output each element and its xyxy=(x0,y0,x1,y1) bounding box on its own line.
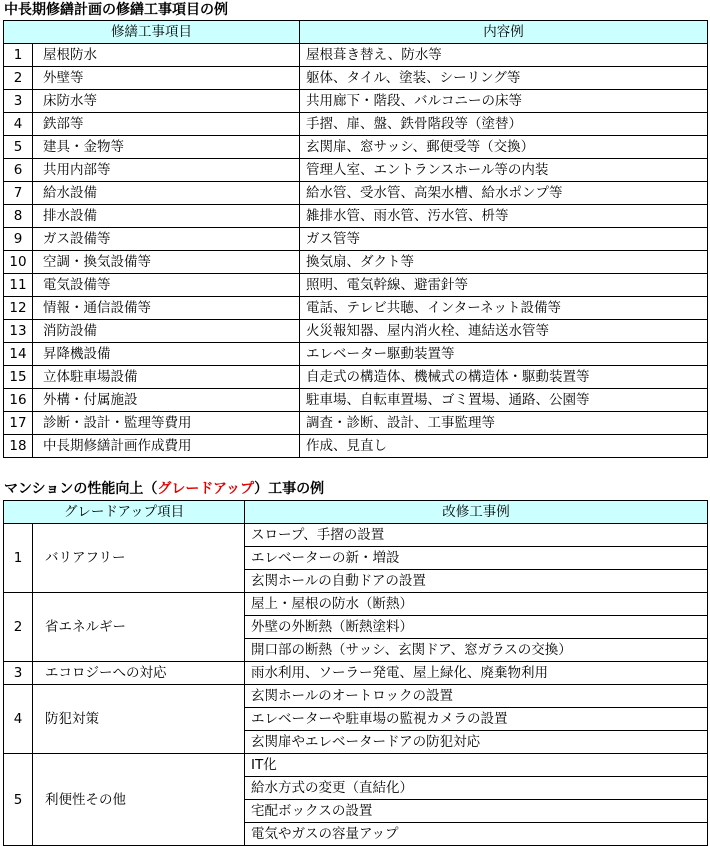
row-number: 18 xyxy=(4,435,33,458)
table-row xyxy=(4,343,708,366)
renovation-example: 宅配ボックスの設置 xyxy=(245,800,708,823)
content-example: 躯体、タイル、塗装、シーリング等 xyxy=(300,67,708,90)
table-row xyxy=(4,113,708,136)
renovation-example: 外壁の外断熱（断熱塗料） xyxy=(245,616,708,639)
table-row xyxy=(4,90,708,113)
content-example: 屋根葺き替え、防水等 xyxy=(300,44,708,67)
row-number: 13 xyxy=(4,320,33,343)
row-number: 6 xyxy=(4,159,33,182)
content-example: 調査・診断、設計、工事監理等 xyxy=(300,412,708,435)
table-row xyxy=(4,754,708,777)
content-example: 玄関扉、窓サッシ、郵便受等（交換） xyxy=(300,136,708,159)
row-number: 11 xyxy=(4,274,33,297)
content-example: 作成、見直し xyxy=(300,435,708,458)
row-number: 12 xyxy=(4,297,33,320)
row-number: 10 xyxy=(4,251,33,274)
grade-up-item: エコロジーへの対応 xyxy=(33,662,245,685)
table-row xyxy=(4,320,708,343)
renovation-example: スロープ、手摺の設置 xyxy=(245,524,708,547)
table-row xyxy=(4,389,708,412)
repair-item: 立体駐車場設備 xyxy=(33,366,300,389)
table2-title-prefix: マンションの性能向上（ xyxy=(4,481,158,497)
table-row xyxy=(4,662,708,685)
content-example: 共用廊下・階段、バルコニーの床等 xyxy=(300,90,708,113)
row-number: 4 xyxy=(4,113,33,136)
grade-up-item: 省エネルギー xyxy=(33,593,245,662)
table-row xyxy=(4,205,708,228)
row-number: 8 xyxy=(4,205,33,228)
group-number: 1 xyxy=(4,524,33,593)
table-row xyxy=(4,159,708,182)
table-row xyxy=(4,435,708,458)
header-repair-item: 修繕工事項目 xyxy=(4,21,300,44)
row-number: 16 xyxy=(4,389,33,412)
renovation-example: 屋上・屋根の防水（断熱） xyxy=(245,593,708,616)
row-number: 5 xyxy=(4,136,33,159)
repair-items-table xyxy=(3,20,708,458)
table-row xyxy=(4,136,708,159)
repair-item: 屋根防水 xyxy=(33,44,300,67)
table-row xyxy=(4,366,708,389)
renovation-example: 開口部の断熱（サッシ、玄関ドア、窓ガラスの交換） xyxy=(245,639,708,662)
content-example: 駐車場、自転車置場、ゴミ置場、通路、公園等 xyxy=(300,389,708,412)
row-number: 1 xyxy=(4,44,33,67)
repair-item: 排水設備 xyxy=(33,205,300,228)
content-example: 火災報知器、屋内消火栓、連結送水管等 xyxy=(300,320,708,343)
content-example: 手摺、扉、盤、鉄骨階段等（塗替） xyxy=(300,113,708,136)
repair-item: 情報・通信設備等 xyxy=(33,297,300,320)
repair-item: 床防水等 xyxy=(33,90,300,113)
table2-title-suffix: ）工事の例 xyxy=(254,481,325,497)
content-example: 換気扇、ダクト等 xyxy=(300,251,708,274)
row-number: 14 xyxy=(4,343,33,366)
renovation-example: エレベーターや駐車場の監視カメラの設置 xyxy=(245,708,708,731)
grade-up-item: バリアフリー xyxy=(33,524,245,593)
content-example: 管理人室、エントランスホール等の内装 xyxy=(300,159,708,182)
group-number: 4 xyxy=(4,685,33,754)
repair-item: 消防設備 xyxy=(33,320,300,343)
repair-item: 中長期修繕計画作成費用 xyxy=(33,435,300,458)
table-row xyxy=(4,412,708,435)
renovation-example: 玄関ホールのオートロックの設置 xyxy=(245,685,708,708)
content-example: 照明、電気幹線、避雷針等 xyxy=(300,274,708,297)
content-example: 電話、テレビ共聴、インターネット設備等 xyxy=(300,297,708,320)
table-row xyxy=(4,297,708,320)
table-row xyxy=(4,44,708,67)
repair-item: 共用内部等 xyxy=(33,159,300,182)
row-number: 17 xyxy=(4,412,33,435)
content-example: 雑排水管、雨水管、汚水管、枡等 xyxy=(300,205,708,228)
repair-item: 給水設備 xyxy=(33,182,300,205)
row-number: 2 xyxy=(4,67,33,90)
header-grade-up-item: グレードアップ項目 xyxy=(4,501,245,524)
table-row xyxy=(4,274,708,297)
repair-item: 外構・付属施設 xyxy=(33,389,300,412)
content-example: 自走式の構造体、機械式の構造体・駆動装置等 xyxy=(300,366,708,389)
table-row xyxy=(4,67,708,90)
repair-item: 電気設備等 xyxy=(33,274,300,297)
table-row xyxy=(4,182,708,205)
grade-up-item: 防犯対策 xyxy=(33,685,245,754)
repair-item: 外壁等 xyxy=(33,67,300,90)
renovation-example: 玄関扉やエレベータードアの防犯対応 xyxy=(245,731,708,754)
renovation-example: 電気やガスの容量アップ xyxy=(245,823,708,846)
header-renovation-example: 改修工事例 xyxy=(245,501,708,524)
content-example: 給水管、受水管、高架水槽、給水ポンプ等 xyxy=(300,182,708,205)
table2-title-highlight: グレードアップ xyxy=(157,481,255,497)
table-row xyxy=(4,685,708,708)
renovation-example: IT化 xyxy=(245,754,708,777)
renovation-example: 雨水利用、ソーラー発電、屋上緑化、廃棄物利用 xyxy=(245,662,708,685)
table1-title: 中長期修繕計画の修繕工事項目の例 xyxy=(4,2,228,18)
table-row xyxy=(4,593,708,616)
table1-header-row xyxy=(4,21,708,44)
renovation-example: エレベーターの新・増設 xyxy=(245,547,708,570)
group-number: 3 xyxy=(4,662,33,685)
group-number: 2 xyxy=(4,593,33,662)
repair-item: ガス設備等 xyxy=(33,228,300,251)
grade-up-table xyxy=(3,500,708,846)
grade-up-item: 利便性その他 xyxy=(33,754,245,846)
row-number: 3 xyxy=(4,90,33,113)
table-row xyxy=(4,251,708,274)
content-example: ガス管等 xyxy=(300,228,708,251)
renovation-example: 玄関ホールの自動ドアの設置 xyxy=(245,570,708,593)
row-number: 7 xyxy=(4,182,33,205)
group-number: 5 xyxy=(4,754,33,846)
renovation-example: 給水方式の変更（直結化） xyxy=(245,777,708,800)
repair-item: 診断・設計・監理等費用 xyxy=(33,412,300,435)
table2-header-row xyxy=(4,501,708,524)
table-row xyxy=(4,524,708,547)
table-row xyxy=(4,228,708,251)
row-number: 15 xyxy=(4,366,33,389)
repair-item: 昇降機設備 xyxy=(33,343,300,366)
repair-item: 建具・金物等 xyxy=(33,136,300,159)
repair-item: 鉄部等 xyxy=(33,113,300,136)
header-content-example: 内容例 xyxy=(300,21,708,44)
content-example: エレベーター駆動装置等 xyxy=(300,343,708,366)
repair-item: 空調・換気設備等 xyxy=(33,251,300,274)
row-number: 9 xyxy=(4,228,33,251)
table2-title xyxy=(4,480,324,498)
